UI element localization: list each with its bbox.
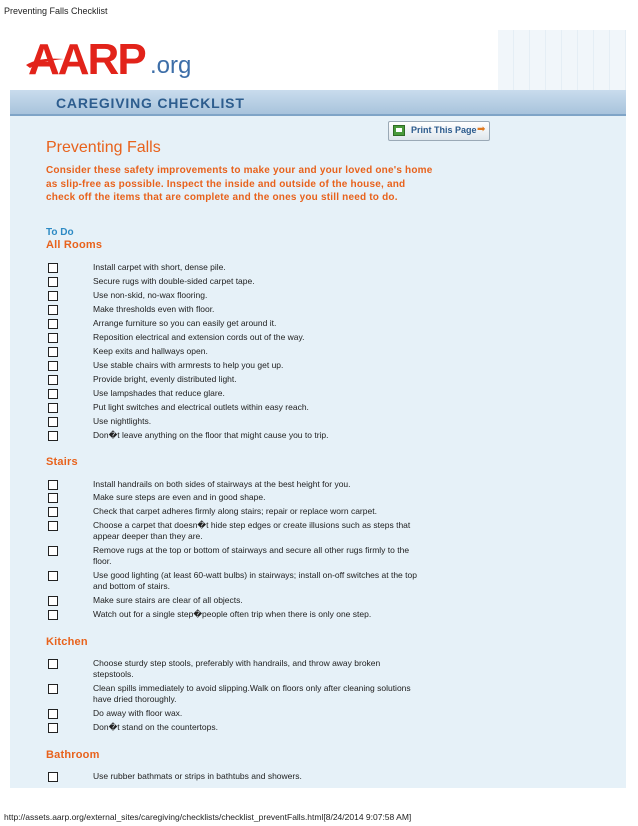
section-title-bathroom: Bathroom [46, 749, 100, 761]
checkbox[interactable] [48, 263, 58, 273]
checkbox[interactable] [48, 431, 58, 441]
checkbox[interactable] [48, 389, 58, 399]
checkbox[interactable] [48, 684, 58, 694]
checkbox[interactable] [48, 493, 58, 503]
checkbox[interactable] [48, 277, 58, 287]
intro-text: Consider these safety improvements to make your and your loved one's home as slip-free as possible. Inspect the inside and outside of the house, and check off the items that are complete and the ones you still need to do. [46, 165, 433, 203]
section-title-stairs: Stairs [46, 456, 78, 468]
checkbox[interactable] [48, 480, 58, 490]
checkbox[interactable] [48, 375, 58, 385]
checkbox[interactable] [48, 361, 58, 371]
checkbox[interactable] [48, 546, 58, 556]
section-title-all-rooms: All Rooms [46, 239, 103, 251]
caregiving-banner [10, 90, 626, 116]
page-title: Preventing Falls Checklist [4, 6, 108, 16]
main-title: Preventing Falls [46, 139, 161, 156]
checkbox[interactable] [48, 507, 58, 517]
checkbox[interactable] [48, 709, 58, 719]
checkbox[interactable] [48, 723, 58, 733]
checkbox[interactable] [48, 596, 58, 606]
checkbox[interactable] [48, 772, 58, 782]
checkbox[interactable] [48, 403, 58, 413]
header-decoration [498, 30, 626, 92]
checkbox[interactable] [48, 347, 58, 357]
checkbox[interactable] [48, 521, 58, 531]
logo-brand[interactable]: AARP [28, 35, 145, 84]
printer-icon [393, 125, 405, 136]
arrow-right-icon: ➡ [477, 124, 486, 135]
print-page-button[interactable] [388, 121, 490, 141]
logo-suffix[interactable]: .org [150, 52, 192, 79]
checkbox[interactable] [48, 417, 58, 427]
checkbox[interactable] [48, 659, 58, 669]
banner-title: CAREGIVING CHECKLIST [56, 95, 245, 111]
checkbox[interactable] [48, 333, 58, 343]
checkbox[interactable] [48, 319, 58, 329]
checkbox[interactable] [48, 610, 58, 620]
print-button-label: Print This Page [411, 125, 477, 135]
checkbox[interactable] [48, 291, 58, 301]
todo-label: To Do [46, 227, 74, 238]
page-url-footer: http://assets.aarp.org/external_sites/caregiving/checklists/checklist_preventFalls.html[8/24/2014 9:07:58 AM] [4, 812, 412, 822]
checkbox[interactable] [48, 305, 58, 315]
section-title-kitchen: Kitchen [46, 636, 88, 648]
checkbox[interactable] [48, 571, 58, 581]
